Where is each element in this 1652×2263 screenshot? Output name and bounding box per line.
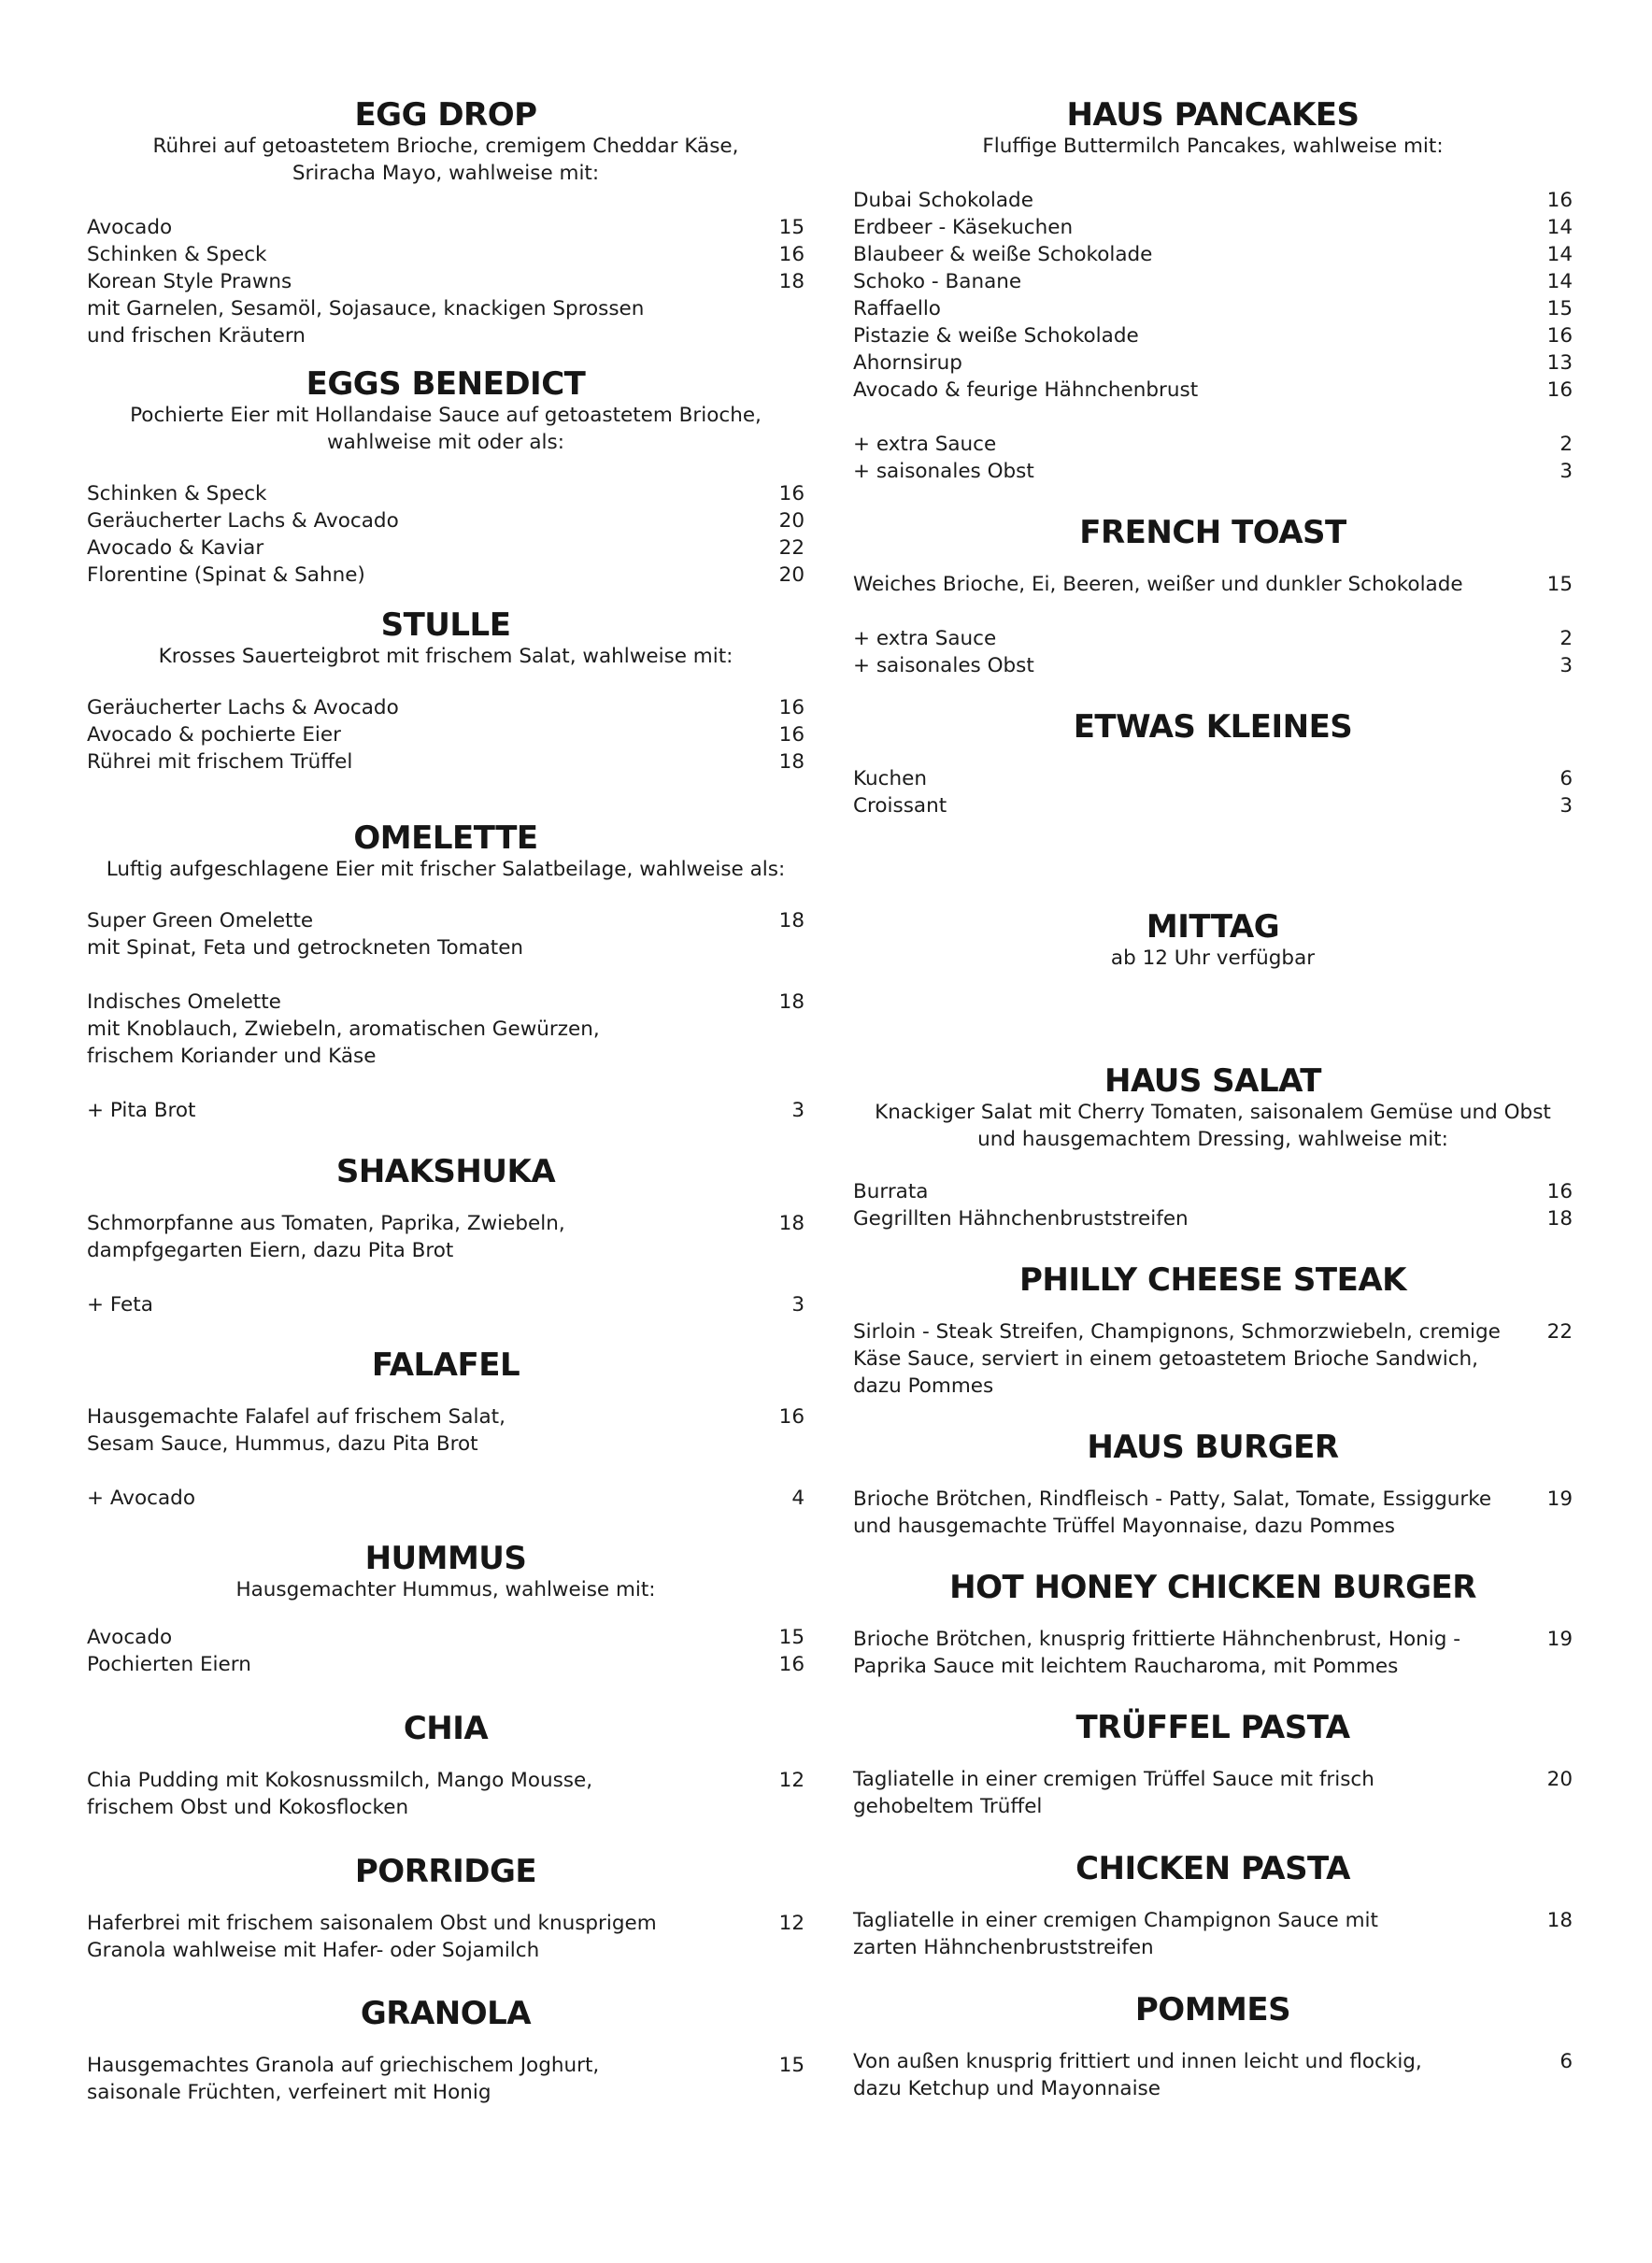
- menu-item: [87, 1210, 805, 1264]
- menu-item-name: Croissant: [853, 794, 947, 818]
- menu-item-name: Schmorpfanne aus Tomaten, Paprika, Zwiebeln, dampfgegarten Eiern, dazu Pita Brot: [87, 1212, 565, 1262]
- menu-item: [853, 1486, 1573, 1540]
- menu-item-name: Super Green Omelette mit Spinat, Feta und getrockneten Tomaten: [87, 909, 524, 960]
- menu-item: [853, 214, 1573, 241]
- item-list: [853, 1766, 1573, 1820]
- menu-section-eggs-benedict: [87, 366, 805, 589]
- section-title: POMMES: [1134, 1991, 1291, 2028]
- menu-item: [853, 1318, 1573, 1400]
- menu-section-pommes: [853, 1992, 1573, 2102]
- menu-item: [853, 241, 1573, 268]
- item-list: [853, 571, 1573, 679]
- menu-item-price: 4: [791, 1487, 805, 1510]
- menu-item-name: + Pita Brot: [87, 1099, 196, 1122]
- section-subtitle: Knackiger Salat mit Cherry Tomaten, saisonalem Gemüse und Obst und hausgemachtem Dressing, wahlweise mit:: [875, 1101, 1551, 1151]
- menu-item-price: 12: [778, 1769, 805, 1792]
- item-list: [87, 1624, 805, 1678]
- menu-item-name: Raffaello: [853, 297, 941, 320]
- menu-item: [87, 1624, 805, 1651]
- menu-item-price: 14: [1546, 243, 1573, 266]
- menu-column-left: [87, 97, 805, 2106]
- menu-section-chicken-pasta: [853, 1851, 1573, 1961]
- menu-item: [87, 1403, 805, 1458]
- menu-item-price: 18: [1546, 1909, 1573, 1932]
- menu-section-french-toast: [853, 515, 1573, 679]
- menu-item-name: Burrata: [853, 1180, 929, 1203]
- section-subtitle: Luftig aufgeschlagene Eier mit frischer Salatbeilage, wahlweise als:: [106, 858, 786, 881]
- menu-item: [853, 322, 1573, 349]
- section-title: TRÜFFEL PASTA: [1075, 1709, 1350, 1746]
- section-title: OMELETTE: [353, 819, 538, 857]
- menu-item-name: Avocado & feurige Hähnchenbrust: [853, 378, 1199, 402]
- item-list: [853, 2048, 1573, 2102]
- menu-item: [87, 562, 805, 589]
- section-title: CHIA: [403, 1710, 489, 1747]
- menu-item: [87, 1651, 805, 1678]
- menu-item-name: Hausgemachtes Granola auf griechischem Joghurt, saisonale Früchten, verfeinert mit Honig: [87, 2054, 600, 2104]
- menu-item-price: 18: [778, 909, 805, 932]
- menu-item: [853, 1766, 1573, 1820]
- menu-item-name: Pochierten Eiern: [87, 1653, 251, 1676]
- item-list: [87, 907, 805, 1124]
- menu-item-name: Korean Style Prawns mit Garnelen, Sesamöl, Sojasauce, knackigen Sprossen und frischen Kräutern: [87, 270, 645, 348]
- menu-item-price: 18: [778, 990, 805, 1014]
- menu-item-name: Tagliatelle in einer cremigen Champignon Sauce mit zarten Hähnchenbruststreifen: [853, 1909, 1378, 1959]
- menu-section-etwas-kleines: [853, 709, 1573, 819]
- menu-item: [87, 214, 805, 241]
- menu-item-price: 12: [778, 1912, 805, 1935]
- menu-item-name: Geräucherter Lachs & Avocado: [87, 509, 399, 533]
- item-list: [87, 1403, 805, 1512]
- menu-item-name: Geräucherter Lachs & Avocado: [87, 696, 399, 719]
- menu-item: [87, 268, 805, 349]
- menu-item-price: 22: [1546, 1320, 1573, 1344]
- menu-item-price: 2: [1559, 433, 1573, 456]
- section-title: PORRIDGE: [354, 1853, 537, 1890]
- menu-item-price: 15: [778, 216, 805, 239]
- section-title: CHICKEN PASTA: [1075, 1850, 1350, 1887]
- menu-item: [853, 1907, 1573, 1961]
- menu-item-name: Dubai Schokolade: [853, 189, 1033, 212]
- item-list: [853, 1178, 1573, 1232]
- menu-section-omelette: [87, 820, 805, 1124]
- section-title: HUMMUS: [364, 1540, 527, 1577]
- menu-item-name: Indisches Omelette mit Knoblauch, Zwiebeln, aromatischen Gewürzen, frischem Koriander und Käse: [87, 990, 600, 1068]
- menu-item-name: Chia Pudding mit Kokosnussmilch, Mango Mousse, frischem Obst und Kokosflocken: [87, 1769, 593, 1819]
- menu-item-price: 16: [778, 482, 805, 505]
- menu-item-name: Weiches Brioche, Ei, Beeren, weißer und dunkler Schokolade: [853, 573, 1463, 596]
- menu-item-price: 2: [1559, 627, 1573, 650]
- menu-item-price: 16: [1546, 1180, 1573, 1203]
- menu-item-price: 3: [791, 1099, 805, 1122]
- menu-item-name: + extra Sauce: [853, 627, 997, 650]
- menu-item: [853, 458, 1573, 485]
- menu-item-price: 6: [1559, 2050, 1573, 2073]
- menu-item: [853, 2048, 1573, 2102]
- section-title: GRANOLA: [360, 1995, 532, 2032]
- menu-item-name: + saisonales Obst: [853, 654, 1034, 677]
- menu-item: [87, 1910, 805, 1964]
- menu-item: [853, 187, 1573, 214]
- menu-section-falafel: [87, 1347, 805, 1512]
- menu-item-price: 16: [778, 1405, 805, 1429]
- menu-item-name: + Avocado: [87, 1487, 195, 1510]
- section-title: HAUS BURGER: [1087, 1429, 1339, 1466]
- item-list: [853, 187, 1573, 485]
- menu-item-price: 16: [778, 723, 805, 747]
- menu-item-name: Florentine (Spinat & Sahne): [87, 563, 365, 587]
- menu-item-price: 3: [1559, 654, 1573, 677]
- menu-item-price: 16: [1546, 189, 1573, 212]
- menu-item-price: 15: [778, 2054, 805, 2077]
- menu-item: [853, 295, 1573, 322]
- menu-item-name: Ahornsirup: [853, 351, 962, 375]
- menu-item-name: Blaubeer & weiße Schokolade: [853, 243, 1153, 266]
- menu-item-name: + extra Sauce: [853, 433, 997, 456]
- menu-item-name: Haferbrei mit frischem saisonalem Obst und knusprigem Granola wahlweise mit Hafer- oder Sojamilch: [87, 1912, 657, 1962]
- menu-item: [853, 349, 1573, 377]
- section-subtitle: Hausgemachter Hummus, wahlweise mit:: [235, 1578, 656, 1601]
- menu-section-hummus: [87, 1541, 805, 1678]
- menu-item-price: 14: [1546, 270, 1573, 293]
- menu-item-name: Avocado: [87, 1626, 173, 1649]
- section-title: MITTAG: [1146, 908, 1280, 946]
- menu-item-name: Kuchen: [853, 767, 927, 790]
- menu-item-price: 3: [1559, 794, 1573, 818]
- menu-item-name: + Feta: [87, 1293, 153, 1317]
- menu-item-name: Erdbeer - Käsekuchen: [853, 216, 1074, 239]
- menu-section-hot-honey-chicken-burger: [853, 1570, 1573, 1680]
- menu-item-price: 20: [778, 563, 805, 587]
- menu-item-name: Schoko - Banane: [853, 270, 1022, 293]
- menu-item-name: Hausgemachte Falafel auf frischem Salat, Sesam Sauce, Hummus, dazu Pita Brot: [87, 1405, 506, 1456]
- menu-item-price: 15: [778, 1626, 805, 1649]
- section-subtitle: Krosses Sauerteigbrot mit frischem Salat, wahlweise mit:: [158, 645, 733, 668]
- menu-item-price: 16: [778, 243, 805, 266]
- menu-item-name: Avocado & Kaviar: [87, 536, 264, 560]
- menu-item-price: 18: [1546, 1207, 1573, 1231]
- menu-item-price: 16: [1546, 324, 1573, 348]
- menu-item: [853, 377, 1573, 404]
- section-subtitle: ab 12 Uhr verfügbar: [1110, 946, 1316, 970]
- menu-item-name: Schinken & Speck: [87, 482, 267, 505]
- menu-item: [853, 652, 1573, 679]
- section-title: ETWAS KLEINES: [1073, 708, 1353, 746]
- item-list: [853, 765, 1573, 819]
- menu-section-stulle: [87, 607, 805, 776]
- menu-item-price: 3: [791, 1293, 805, 1317]
- menu-item: [853, 571, 1573, 598]
- menu-item-name: Avocado: [87, 216, 173, 239]
- menu-section-porridge: [87, 1854, 805, 1964]
- section-title: FALAFEL: [371, 1346, 520, 1384]
- menu-column-right: [853, 97, 1573, 2102]
- item-list: [87, 1767, 805, 1821]
- menu-section-haus-salat: [853, 1063, 1573, 1232]
- menu-item: [87, 2052, 805, 2106]
- menu-item: [87, 1767, 805, 1821]
- menu-item: [853, 1178, 1573, 1205]
- menu-item-price: 14: [1546, 216, 1573, 239]
- menu-section-egg-drop: [87, 97, 805, 349]
- item-list: [853, 1626, 1573, 1680]
- menu-item-name: Gegrillten Hähnchenbruststreifen: [853, 1207, 1189, 1231]
- item-list: [87, 2052, 805, 2106]
- menu-item-name: Pistazie & weiße Schokolade: [853, 324, 1139, 348]
- section-title: HAUS PANCAKES: [1066, 96, 1360, 134]
- section-title: EGG DROP: [354, 96, 537, 134]
- item-list: [87, 694, 805, 776]
- menu-item-name: Avocado & pochierte Eier: [87, 723, 341, 747]
- menu-item: [87, 507, 805, 534]
- menu-item-name: Brioche Brötchen, knusprig frittierte Hähnchenbrust, Honig - Paprika Sauce mit leichtem Raucharoma, mit Pommes: [853, 1628, 1460, 1678]
- menu-item-name: Brioche Brötchen, Rindfleisch - Patty, Salat, Tomate, Essiggurke und hausgemachte Trüffel Mayonnaise, dazu Pommes: [853, 1487, 1492, 1538]
- menu-item-price: 19: [1546, 1628, 1573, 1651]
- menu-section-tr-ffel-pasta: [853, 1710, 1573, 1820]
- menu-item: [87, 480, 805, 507]
- menu-item-price: 20: [778, 509, 805, 533]
- menu-item-price: 18: [778, 270, 805, 293]
- menu-item: [87, 748, 805, 776]
- menu-item-price: 16: [778, 1653, 805, 1676]
- menu-section-haus-burger: [853, 1430, 1573, 1540]
- menu-item-price: 15: [1546, 297, 1573, 320]
- menu-section-haus-pancakes: [853, 97, 1573, 485]
- menu-item-name: Schinken & Speck: [87, 243, 267, 266]
- item-list: [853, 1907, 1573, 1961]
- menu-item: [87, 721, 805, 748]
- menu-item-price: 16: [1546, 378, 1573, 402]
- menu-item: [87, 989, 805, 1070]
- menu-item: [853, 1205, 1573, 1232]
- menu-item-name: Von außen knusprig frittiert und innen leicht und flockig, dazu Ketchup und Mayonnaise: [853, 2050, 1422, 2100]
- section-title: HOT HONEY CHICKEN BURGER: [949, 1569, 1476, 1606]
- menu-item-price: 19: [1546, 1487, 1573, 1511]
- section-title: EGGS BENEDICT: [306, 365, 586, 403]
- menu-item-price: 18: [778, 750, 805, 774]
- section-title: HAUS SALAT: [1104, 1062, 1321, 1100]
- menu-section-shakshuka: [87, 1154, 805, 1318]
- menu-item: [87, 241, 805, 268]
- section-subtitle: Pochierte Eier mit Hollandaise Sauce auf getoastetem Brioche, wahlweise mit oder als:: [130, 404, 762, 454]
- menu-item-price: 6: [1559, 767, 1573, 790]
- menu-item: [87, 1485, 805, 1512]
- menu-item: [853, 268, 1573, 295]
- menu-item: [87, 1291, 805, 1318]
- menu-item-name: + saisonales Obst: [853, 460, 1034, 483]
- menu-item: [853, 431, 1573, 458]
- menu-item-price: 18: [778, 1212, 805, 1235]
- menu-item: [87, 907, 805, 961]
- menu-section-granola: [87, 1996, 805, 2106]
- menu-item: [87, 1097, 805, 1124]
- item-list: [87, 1210, 805, 1318]
- menu-section-philly-cheese-steak: [853, 1262, 1573, 1400]
- section-title: PHILLY CHEESE STEAK: [1019, 1261, 1406, 1299]
- section-title: SHAKSHUKA: [335, 1153, 556, 1190]
- menu-item: [853, 765, 1573, 792]
- section-title: STULLE: [380, 606, 511, 644]
- menu-section-chia: [87, 1711, 805, 1821]
- menu-item: [853, 792, 1573, 819]
- item-list: [87, 480, 805, 589]
- menu-item: [87, 534, 805, 562]
- menu-item-price: 3: [1559, 460, 1573, 483]
- menu-item-price: 16: [778, 696, 805, 719]
- menu-item: [87, 694, 805, 721]
- section-title: FRENCH TOAST: [1079, 514, 1346, 551]
- menu-item-name: Sirloin - Steak Streifen, Champignons, Schmorzwiebeln, cremige Käse Sauce, serviert in einem getoastetem Brioche Sandwich, dazu Pommes: [853, 1320, 1501, 1398]
- section-subtitle: Rührei auf getoastetem Brioche, cremigem Cheddar Käse, Sriracha Mayo, wahlweise mit:: [152, 135, 739, 185]
- menu-item: [853, 625, 1573, 652]
- menu-item-price: 13: [1546, 351, 1573, 375]
- section-subtitle: Fluffige Buttermilch Pancakes, wahlweise mit:: [982, 135, 1444, 158]
- item-list: [87, 214, 805, 349]
- menu-item: [853, 1626, 1573, 1680]
- menu-section-mittag: [853, 909, 1573, 972]
- item-list: [853, 1486, 1573, 1540]
- item-list: [853, 1318, 1573, 1400]
- menu-item-price: 22: [778, 536, 805, 560]
- menu-item-name: Tagliatelle in einer cremigen Trüffel Sauce mit frisch gehobeltem Trüffel: [853, 1768, 1374, 1818]
- menu-item-price: 20: [1546, 1768, 1573, 1791]
- item-list: [87, 1910, 805, 1964]
- menu-item-name: Rührei mit frischem Trüffel: [87, 750, 353, 774]
- menu-item-price: 15: [1546, 573, 1573, 596]
